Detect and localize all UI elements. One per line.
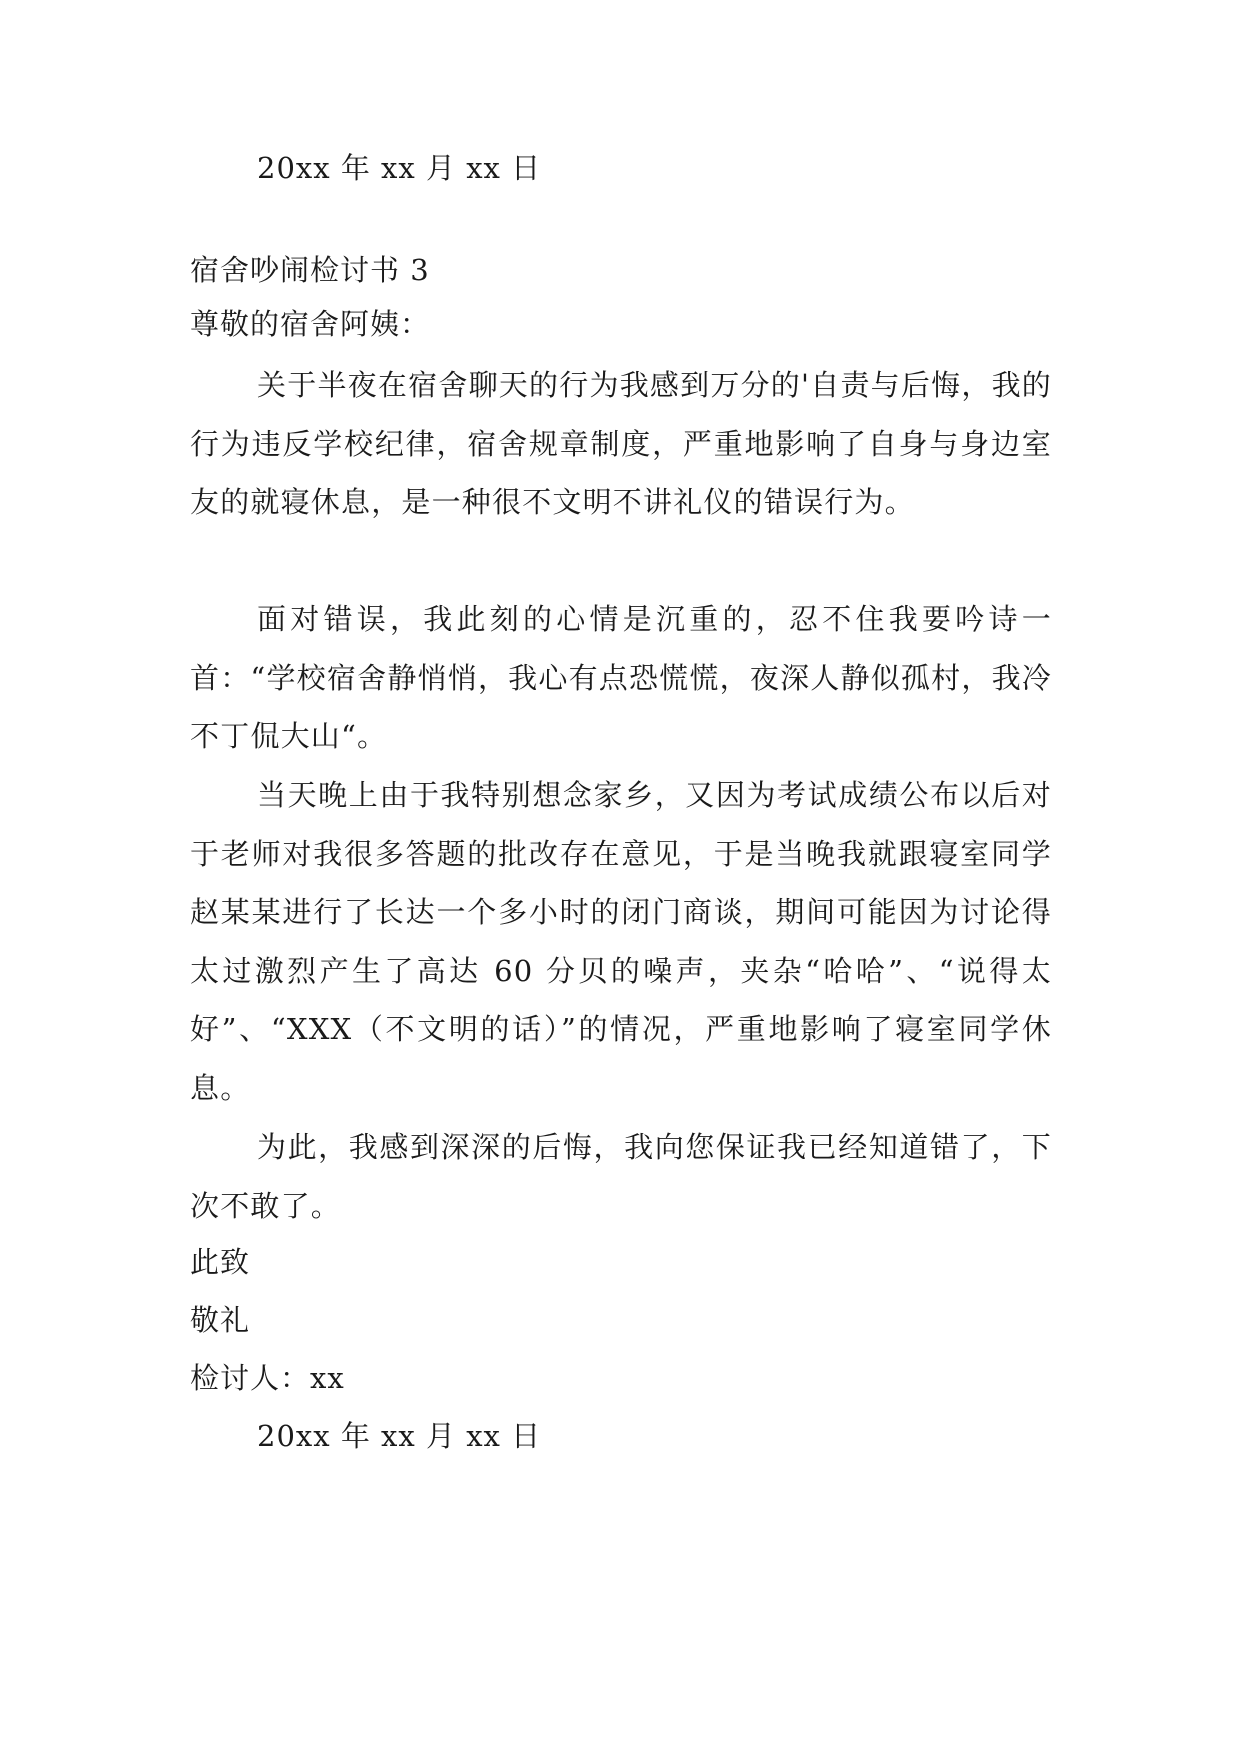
paragraph-3: 当天晚上由于我特别想念家乡，又因为考试成绩公布以后对于老师对我很多答题的批改存在意见，于是当晚我就跟寝室同学赵某某进行了长达一个多小时的闭门商谈，期间可能因为讨论得太过激烈产生了高达 60 分贝的噪声，夹杂“哈哈”、“说得太好”、“XXX（不文明的话）”的情况，严重地影响了寝室同学休息。 (190, 778, 1052, 1105)
paragraph-2: 面对错误，我此刻的心情是沉重的，忍不住我要吟诗一首：“学校宿舍静悄悄，我心有点恐慌慌，夜深人静似孤村，我冷不丁侃大山“。 (190, 602, 1052, 753)
closing-salutation: 此致 (190, 1245, 251, 1279)
document-title: 宿舍吵闹检讨书 3 (190, 253, 430, 287)
top-date: 20xx 年 xx 月 xx 日 (257, 151, 542, 185)
closing-regards: 敬礼 (190, 1303, 251, 1337)
paragraph-1: 关于半夜在宿舍聊天的行为我感到万分的'自责与后悔，我的行为违反学校纪律，宿舍规章制度，严重地影响了自身与身边室友的就寝休息，是一种很不文明不讲礼仪的错误行为。 (190, 368, 1052, 519)
bottom-date: 20xx 年 xx 月 xx 日 (257, 1419, 542, 1453)
signer: 检讨人：xx (190, 1361, 345, 1395)
salutation: 尊敬的宿舍阿姨： (190, 307, 431, 341)
paragraph-4: 为此，我感到深深的后悔，我向您保证我已经知道错了，下次不敢了。 (190, 1130, 1052, 1223)
